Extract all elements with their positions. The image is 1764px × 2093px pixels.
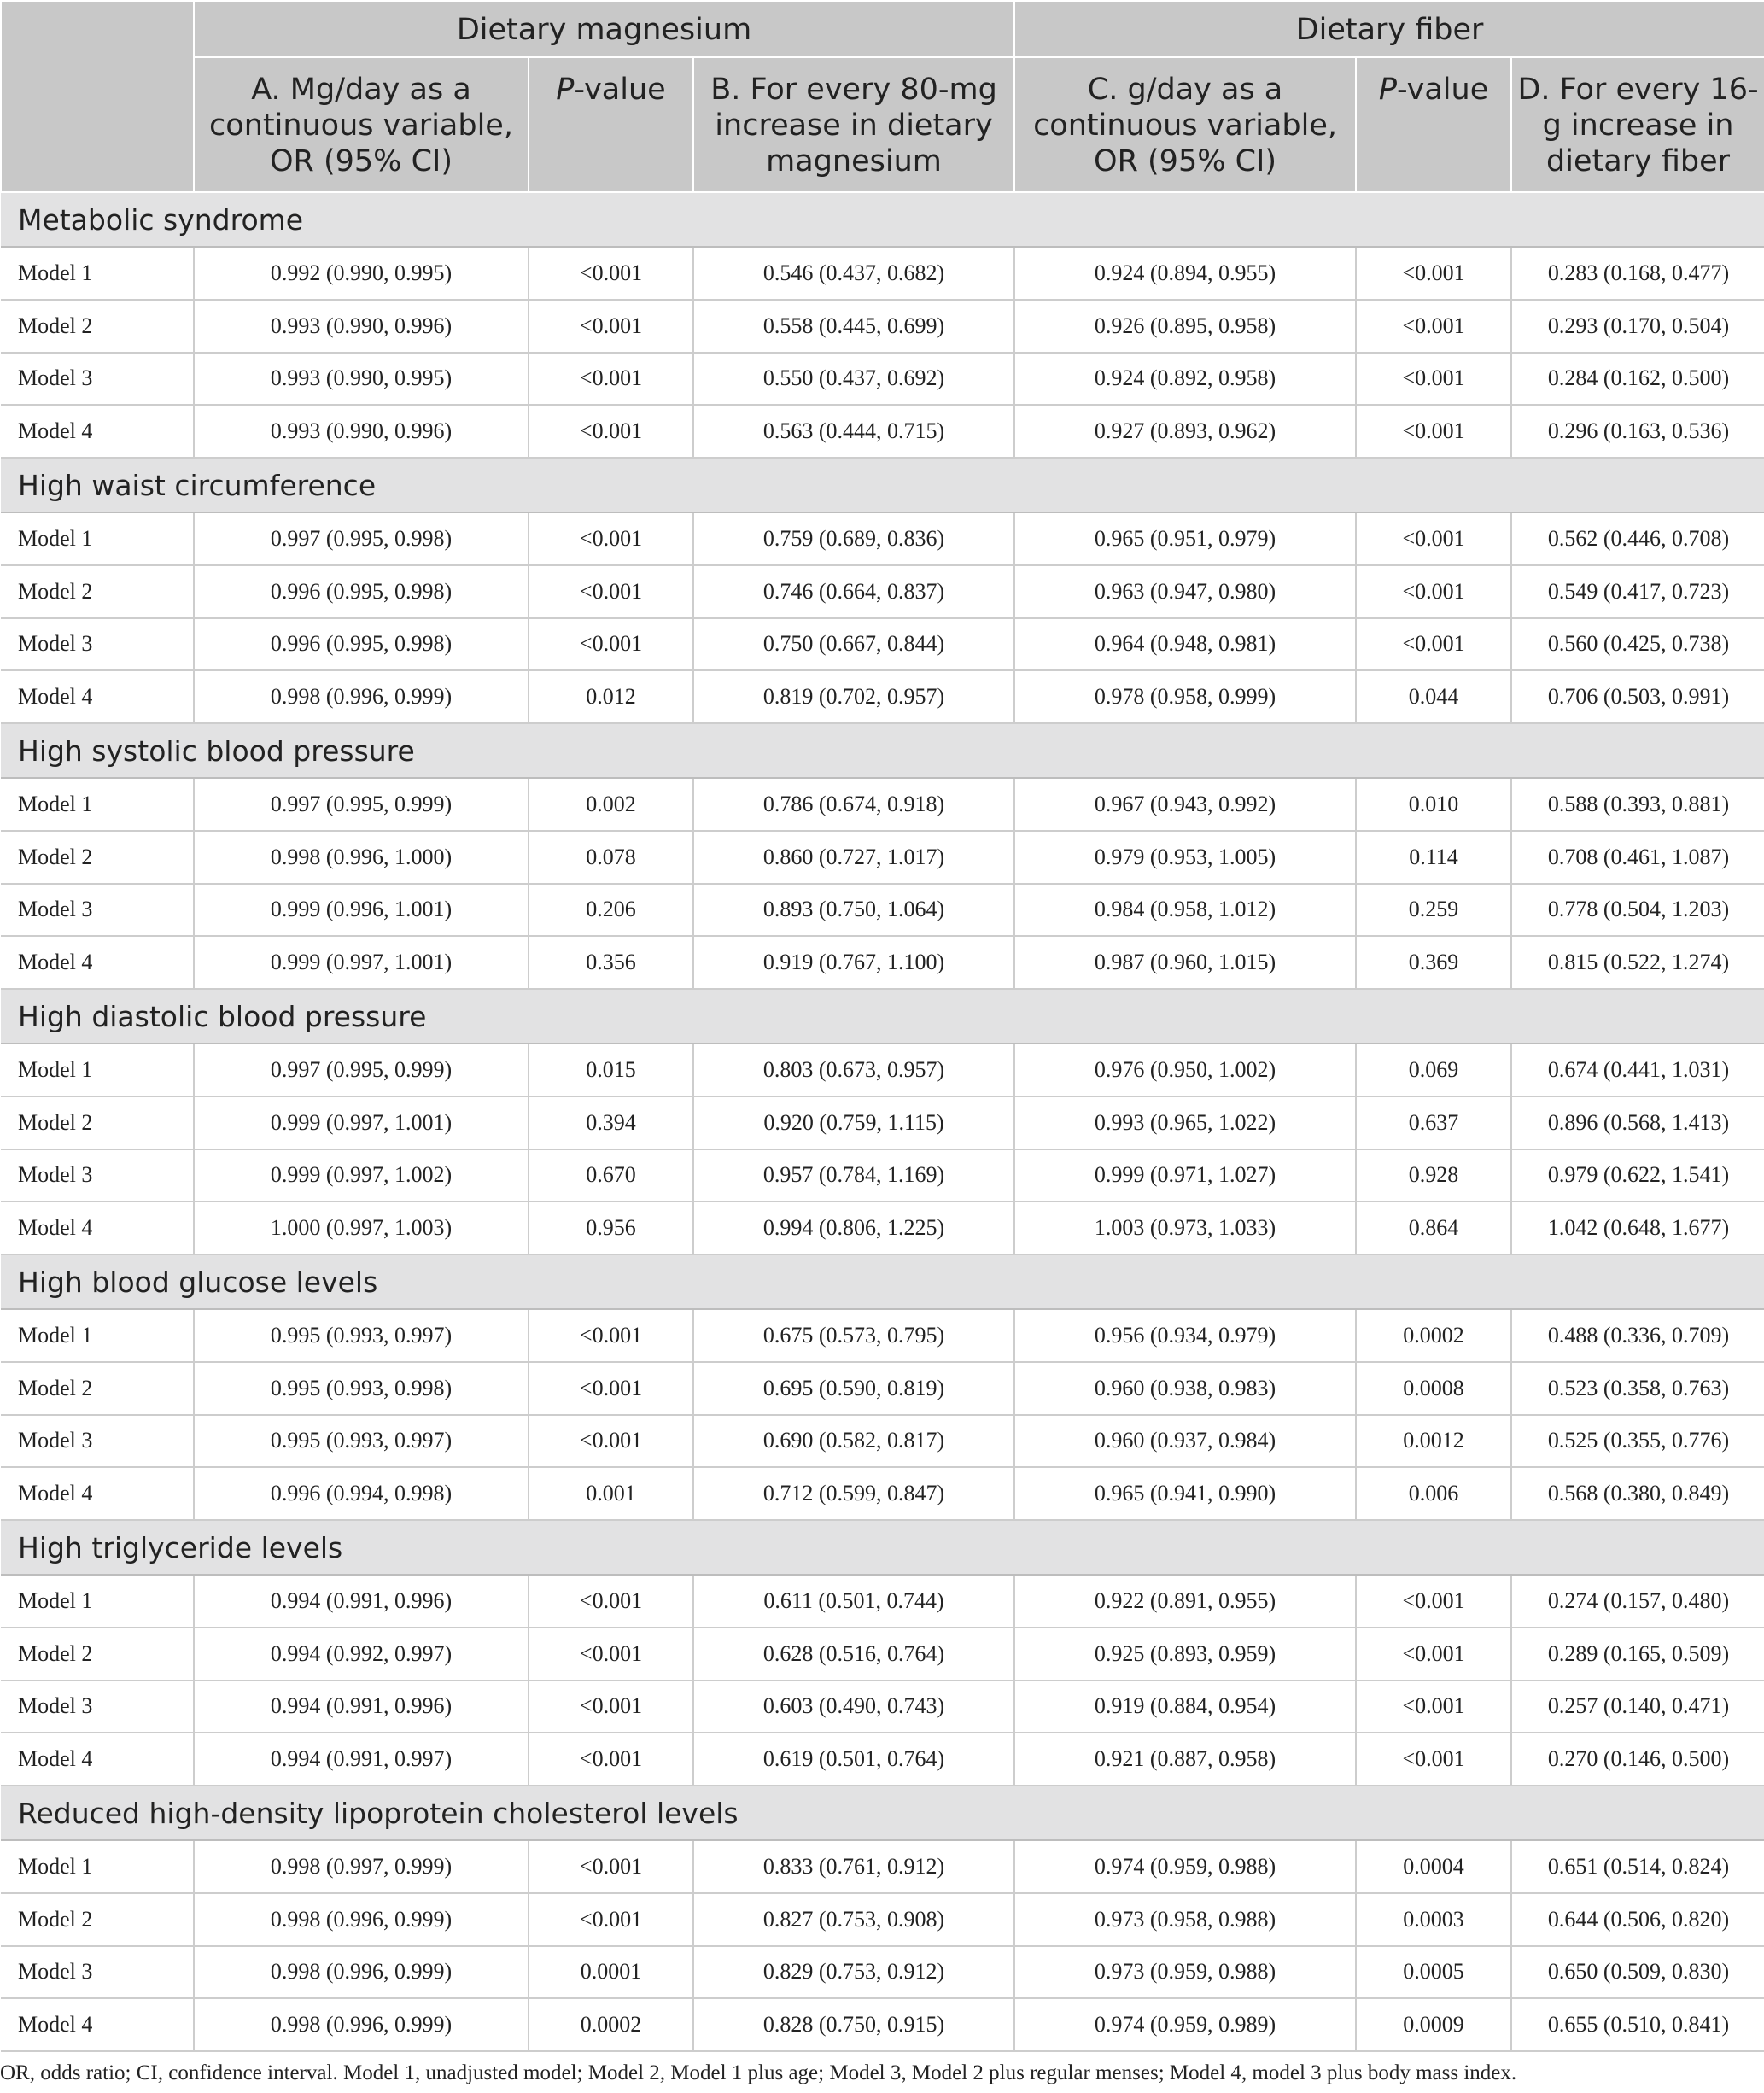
table-cell: 0.563 (0.444, 0.715) bbox=[693, 405, 1014, 458]
table-cell: 0.289 (0.165, 0.509) bbox=[1511, 1628, 1764, 1681]
table-cell: 0.992 (0.990, 0.995) bbox=[194, 247, 529, 300]
table-cell: <0.001 bbox=[529, 1362, 693, 1415]
table-cell: 0.920 (0.759, 1.115) bbox=[693, 1096, 1014, 1149]
section-row bbox=[1, 1786, 1764, 1840]
section-title: High blood glucose levels bbox=[1, 1254, 1764, 1309]
table-cell: 0.995 (0.993, 0.997) bbox=[194, 1309, 529, 1362]
table-cell: 0.293 (0.170, 0.504) bbox=[1511, 300, 1764, 353]
table-cell: 0.919 (0.884, 0.954) bbox=[1014, 1681, 1356, 1733]
model-label-cell: Model 1 bbox=[1, 1044, 194, 1096]
table-cell: <0.001 bbox=[529, 1840, 693, 1893]
table-cell: 0.984 (0.958, 1.012) bbox=[1014, 884, 1356, 937]
table-cell: 0.957 (0.784, 1.169) bbox=[693, 1149, 1014, 1202]
section-row bbox=[1, 192, 1764, 247]
table-cell: 0.560 (0.425, 0.738) bbox=[1511, 618, 1764, 671]
table-row bbox=[1, 1893, 1764, 1946]
table-cell: 0.568 (0.380, 0.849) bbox=[1511, 1467, 1764, 1520]
model-label-cell: Model 4 bbox=[1, 1733, 194, 1786]
model-label-cell: Model 2 bbox=[1, 300, 194, 353]
table-cell: 0.919 (0.767, 1.100) bbox=[693, 936, 1014, 989]
table-cell: 0.994 (0.992, 0.997) bbox=[194, 1628, 529, 1681]
table-cell: 0.750 (0.667, 0.844) bbox=[693, 618, 1014, 671]
table-cell: <0.001 bbox=[529, 405, 693, 458]
table-cell: 1.003 (0.973, 1.033) bbox=[1014, 1201, 1356, 1254]
table-cell: <0.001 bbox=[1356, 1575, 1511, 1628]
model-label-cell: Model 4 bbox=[1, 670, 194, 723]
table-row bbox=[1, 1415, 1764, 1468]
header-col-b bbox=[693, 57, 1014, 192]
table-cell: 0.925 (0.893, 0.959) bbox=[1014, 1628, 1356, 1681]
table-cell: 0.001 bbox=[529, 1467, 693, 1520]
table-cell: 0.283 (0.168, 0.477) bbox=[1511, 247, 1764, 300]
table-cell: 0.921 (0.887, 0.958) bbox=[1014, 1733, 1356, 1786]
table-cell: 0.998 (0.997, 0.999) bbox=[194, 1840, 529, 1893]
table-cell: 0.994 (0.991, 0.996) bbox=[194, 1575, 529, 1628]
table-cell: 0.114 bbox=[1356, 831, 1511, 884]
table-cell: 0.488 (0.336, 0.709) bbox=[1511, 1309, 1764, 1362]
table-cell: 0.270 (0.146, 0.500) bbox=[1511, 1733, 1764, 1786]
model-label-cell: Model 3 bbox=[1, 1681, 194, 1733]
model-label-cell: Model 4 bbox=[1, 405, 194, 458]
table-cell: 1.000 (0.997, 1.003) bbox=[194, 1201, 529, 1254]
model-label-cell: Model 1 bbox=[1, 512, 194, 565]
table-row bbox=[1, 1467, 1764, 1520]
table-cell: 0.864 bbox=[1356, 1201, 1511, 1254]
table-cell: 0.828 (0.750, 0.915) bbox=[693, 1998, 1014, 2051]
table-cell: 0.674 (0.441, 1.031) bbox=[1511, 1044, 1764, 1096]
model-label-cell: Model 1 bbox=[1, 1309, 194, 1362]
table-cell: 0.993 (0.990, 0.995) bbox=[194, 353, 529, 406]
table-cell: 0.999 (0.996, 1.001) bbox=[194, 884, 529, 937]
table-row bbox=[1, 405, 1764, 458]
model-label-cell: Model 3 bbox=[1, 353, 194, 406]
table-cell: 0.960 (0.938, 0.983) bbox=[1014, 1362, 1356, 1415]
table-cell: 0.928 bbox=[1356, 1149, 1511, 1202]
table-row bbox=[1, 1201, 1764, 1254]
table-cell: <0.001 bbox=[529, 1733, 693, 1786]
table-cell: 0.924 (0.892, 0.958) bbox=[1014, 353, 1356, 406]
table-row bbox=[1, 1946, 1764, 1999]
table-cell: 0.987 (0.960, 1.015) bbox=[1014, 936, 1356, 989]
model-label-cell: Model 2 bbox=[1, 1362, 194, 1415]
table-cell: 0.999 (0.997, 1.001) bbox=[194, 1096, 529, 1149]
table-cell: 0.996 (0.995, 0.998) bbox=[194, 618, 529, 671]
table-cell: 0.044 bbox=[1356, 670, 1511, 723]
header-col-b-label: B. For every 80-mg increase in dietary magnesium bbox=[710, 73, 997, 178]
table-cell: 0.993 (0.990, 0.996) bbox=[194, 300, 529, 353]
table-cell: 0.974 (0.959, 0.988) bbox=[1014, 1840, 1356, 1893]
table-cell: 0.974 (0.959, 0.989) bbox=[1014, 1998, 1356, 2051]
table-cell: <0.001 bbox=[529, 1415, 693, 1468]
table-row bbox=[1, 1149, 1764, 1202]
table-cell: 0.995 (0.993, 0.998) bbox=[194, 1362, 529, 1415]
table-row bbox=[1, 670, 1764, 723]
table-cell: <0.001 bbox=[1356, 512, 1511, 565]
table-cell: 0.296 (0.163, 0.536) bbox=[1511, 405, 1764, 458]
table-cell: <0.001 bbox=[1356, 1628, 1511, 1681]
table-cell: 0.010 bbox=[1356, 778, 1511, 831]
table-cell: 0.963 (0.947, 0.980) bbox=[1014, 565, 1356, 618]
table-header bbox=[1, 1, 1764, 192]
table-cell: 0.274 (0.157, 0.480) bbox=[1511, 1575, 1764, 1628]
table-cell: 0.0002 bbox=[529, 1998, 693, 2051]
table-cell: <0.001 bbox=[529, 512, 693, 565]
table-cell: 0.973 (0.959, 0.988) bbox=[1014, 1946, 1356, 1999]
table-row bbox=[1, 353, 1764, 406]
table-cell: <0.001 bbox=[529, 1575, 693, 1628]
table-cell: 0.206 bbox=[529, 884, 693, 937]
table-cell: 0.650 (0.509, 0.830) bbox=[1511, 1946, 1764, 1999]
table-cell: 0.819 (0.702, 0.957) bbox=[693, 670, 1014, 723]
header-col-p1 bbox=[529, 57, 693, 192]
table-cell: <0.001 bbox=[529, 353, 693, 406]
table-cell: 0.965 (0.951, 0.979) bbox=[1014, 512, 1356, 565]
table-cell: <0.001 bbox=[529, 1893, 693, 1946]
table-row bbox=[1, 1309, 1764, 1362]
model-label-cell: Model 2 bbox=[1, 1893, 194, 1946]
model-label-cell: Model 1 bbox=[1, 247, 194, 300]
table-cell: <0.001 bbox=[529, 247, 693, 300]
table-cell: 0.708 (0.461, 1.087) bbox=[1511, 831, 1764, 884]
model-label-cell: Model 2 bbox=[1, 831, 194, 884]
header-col-c bbox=[1014, 57, 1356, 192]
table-cell: 0.628 (0.516, 0.764) bbox=[693, 1628, 1014, 1681]
table-cell: 0.996 (0.994, 0.998) bbox=[194, 1467, 529, 1520]
table-cell: 0.999 (0.997, 1.002) bbox=[194, 1149, 529, 1202]
table-cell: 0.979 (0.953, 1.005) bbox=[1014, 831, 1356, 884]
table-cell: 0.356 bbox=[529, 936, 693, 989]
table-cell: 0.956 bbox=[529, 1201, 693, 1254]
table-cell: 0.558 (0.445, 0.699) bbox=[693, 300, 1014, 353]
table-cell: 0.815 (0.522, 1.274) bbox=[1511, 936, 1764, 989]
header-col-a bbox=[194, 57, 529, 192]
table-cell: <0.001 bbox=[1356, 247, 1511, 300]
table-cell: 0.546 (0.437, 0.682) bbox=[693, 247, 1014, 300]
table-cell: 0.006 bbox=[1356, 1467, 1511, 1520]
table-cell: 0.015 bbox=[529, 1044, 693, 1096]
table-row bbox=[1, 1733, 1764, 1786]
table-cell: 0.690 (0.582, 0.817) bbox=[693, 1415, 1014, 1468]
table-cell: <0.001 bbox=[529, 1309, 693, 1362]
model-label-cell: Model 2 bbox=[1, 565, 194, 618]
table-cell: 0.637 bbox=[1356, 1096, 1511, 1149]
section-row bbox=[1, 1520, 1764, 1575]
model-label-cell: Model 4 bbox=[1, 1467, 194, 1520]
table-cell: 0.759 (0.689, 0.836) bbox=[693, 512, 1014, 565]
table-cell: 0.997 (0.995, 0.999) bbox=[194, 1044, 529, 1096]
header-col-d bbox=[1511, 57, 1764, 192]
table-cell: 0.611 (0.501, 0.744) bbox=[693, 1575, 1014, 1628]
table-cell: 0.829 (0.753, 0.912) bbox=[693, 1946, 1014, 1999]
table-cell: 0.997 (0.995, 0.999) bbox=[194, 778, 529, 831]
table-cell: 0.965 (0.941, 0.990) bbox=[1014, 1467, 1356, 1520]
table-cell: 0.562 (0.446, 0.708) bbox=[1511, 512, 1764, 565]
section-title: Metabolic syndrome bbox=[1, 192, 1764, 247]
section-title: High waist circumference bbox=[1, 458, 1764, 512]
header-corner-cell bbox=[1, 1, 194, 192]
table-cell: 0.675 (0.573, 0.795) bbox=[693, 1309, 1014, 1362]
table-cell: 0.964 (0.948, 0.981) bbox=[1014, 618, 1356, 671]
table-row bbox=[1, 936, 1764, 989]
table-cell: <0.001 bbox=[1356, 300, 1511, 353]
table-cell: 0.896 (0.568, 1.413) bbox=[1511, 1096, 1764, 1149]
model-label-cell: Model 1 bbox=[1, 1840, 194, 1893]
table-cell: 0.833 (0.761, 0.912) bbox=[693, 1840, 1014, 1893]
table-cell: 0.973 (0.958, 0.988) bbox=[1014, 1893, 1356, 1946]
table-cell: 0.588 (0.393, 0.881) bbox=[1511, 778, 1764, 831]
table-cell: 0.960 (0.937, 0.984) bbox=[1014, 1415, 1356, 1468]
table-cell: 0.069 bbox=[1356, 1044, 1511, 1096]
section-title: High triglyceride levels bbox=[1, 1520, 1764, 1575]
table-cell: 0.998 (0.996, 1.000) bbox=[194, 831, 529, 884]
table-cell: 0.994 (0.991, 0.997) bbox=[194, 1733, 529, 1786]
table-cell: <0.001 bbox=[1356, 353, 1511, 406]
table-cell: <0.001 bbox=[1356, 1681, 1511, 1733]
table-cell: 0.924 (0.894, 0.955) bbox=[1014, 247, 1356, 300]
table-row bbox=[1, 831, 1764, 884]
table-cell: <0.001 bbox=[1356, 1733, 1511, 1786]
table-cell: 0.525 (0.355, 0.776) bbox=[1511, 1415, 1764, 1468]
header-col-d-label: D. For every 16-g increase in dietary fiber bbox=[1517, 73, 1759, 178]
section-row bbox=[1, 989, 1764, 1044]
header-col-p2 bbox=[1356, 57, 1511, 192]
table-cell: 0.976 (0.950, 1.002) bbox=[1014, 1044, 1356, 1096]
table-cell: 0.994 (0.991, 0.996) bbox=[194, 1681, 529, 1733]
table-cell: 0.284 (0.162, 0.500) bbox=[1511, 353, 1764, 406]
table-row bbox=[1, 300, 1764, 353]
table-cell: 0.695 (0.590, 0.819) bbox=[693, 1362, 1014, 1415]
header-col-p2-italic: P bbox=[1378, 73, 1397, 107]
header-col-c-label: C. g/day as a continuous variable, OR (95% CI) bbox=[1033, 73, 1337, 178]
table-cell: <0.001 bbox=[1356, 618, 1511, 671]
table-cell: 0.0009 bbox=[1356, 1998, 1511, 2051]
table-cell: 0.993 (0.990, 0.996) bbox=[194, 405, 529, 458]
table-cell: <0.001 bbox=[529, 618, 693, 671]
table-cell: 0.998 (0.996, 0.999) bbox=[194, 1893, 529, 1946]
table-row bbox=[1, 1575, 1764, 1628]
table-cell: 0.999 (0.971, 1.027) bbox=[1014, 1149, 1356, 1202]
section-title: High diastolic blood pressure bbox=[1, 989, 1764, 1044]
model-label-cell: Model 4 bbox=[1, 1201, 194, 1254]
model-label-cell: Model 4 bbox=[1, 1998, 194, 2051]
table-cell: 0.956 (0.934, 0.979) bbox=[1014, 1309, 1356, 1362]
table-cell: 0.002 bbox=[529, 778, 693, 831]
table-cell: 0.994 (0.806, 1.225) bbox=[693, 1201, 1014, 1254]
table-cell: <0.001 bbox=[529, 565, 693, 618]
model-label-cell: Model 2 bbox=[1, 1096, 194, 1149]
table-cell: 0.993 (0.965, 1.022) bbox=[1014, 1096, 1356, 1149]
table-row bbox=[1, 1044, 1764, 1096]
table-row bbox=[1, 247, 1764, 300]
table-body bbox=[1, 192, 1764, 2051]
model-label-cell: Model 3 bbox=[1, 618, 194, 671]
model-label-cell: Model 1 bbox=[1, 1575, 194, 1628]
table-cell: 0.259 bbox=[1356, 884, 1511, 937]
table-cell: 0.0004 bbox=[1356, 1840, 1511, 1893]
header-group-fiber: Dietary fiber bbox=[1014, 1, 1764, 57]
table-cell: 0.0001 bbox=[529, 1946, 693, 1999]
table-footnote: OR, odds ratio; CI, confidence interval. Model 1, unadjusted model; Model 2, Model 1 plus age; Model 3, Model 2 plus regular menses; Model 4, model 3 plus body mass index. bbox=[0, 2061, 1517, 2084]
table-cell: <0.001 bbox=[1356, 405, 1511, 458]
table-row bbox=[1, 565, 1764, 618]
header-col-p2-rest: -value bbox=[1396, 73, 1489, 107]
table-cell: 0.0008 bbox=[1356, 1362, 1511, 1415]
header-group-magnesium: Dietary magnesium bbox=[194, 1, 1014, 57]
table-cell: 0.257 (0.140, 0.471) bbox=[1511, 1681, 1764, 1733]
model-label-cell: Model 1 bbox=[1, 778, 194, 831]
table-cell: 0.0002 bbox=[1356, 1309, 1511, 1362]
table-row bbox=[1, 1840, 1764, 1893]
model-label-cell: Model 3 bbox=[1, 1946, 194, 1999]
table-cell: 0.998 (0.996, 0.999) bbox=[194, 1998, 529, 2051]
model-label-cell: Model 3 bbox=[1, 1149, 194, 1202]
table-row bbox=[1, 1362, 1764, 1415]
table-cell: 0.967 (0.943, 0.992) bbox=[1014, 778, 1356, 831]
table-cell: 0.803 (0.673, 0.957) bbox=[693, 1044, 1014, 1096]
header-col-p1-italic: P bbox=[556, 73, 575, 107]
header-col-p1-rest: -value bbox=[574, 73, 666, 107]
section-row bbox=[1, 723, 1764, 778]
table-row bbox=[1, 1998, 1764, 2051]
table-cell: 0.995 (0.993, 0.997) bbox=[194, 1415, 529, 1468]
table-cell: 0.978 (0.958, 0.999) bbox=[1014, 670, 1356, 723]
table-cell: 0.670 bbox=[529, 1149, 693, 1202]
model-label-cell: Model 3 bbox=[1, 884, 194, 937]
table-row bbox=[1, 778, 1764, 831]
header-row-columns bbox=[1, 57, 1764, 192]
model-label-cell: Model 4 bbox=[1, 936, 194, 989]
table-row bbox=[1, 1681, 1764, 1733]
table-cell: 0.655 (0.510, 0.841) bbox=[1511, 1998, 1764, 2051]
table-cell: 0.394 bbox=[529, 1096, 693, 1149]
table-cell: 0.998 (0.996, 0.999) bbox=[194, 670, 529, 723]
table-cell: <0.001 bbox=[1356, 565, 1511, 618]
section-row bbox=[1, 458, 1764, 512]
table-row bbox=[1, 1096, 1764, 1149]
header-col-a-label: A. Mg/day as a continuous variable, OR (95% CI) bbox=[209, 73, 513, 178]
table-cell: 0.827 (0.753, 0.908) bbox=[693, 1893, 1014, 1946]
table-cell: 0.012 bbox=[529, 670, 693, 723]
table-cell: 0.369 bbox=[1356, 936, 1511, 989]
header-row-groups bbox=[1, 1, 1764, 57]
table-cell: 0.997 (0.995, 0.998) bbox=[194, 512, 529, 565]
table-cell: 0.078 bbox=[529, 831, 693, 884]
table-cell: 0.999 (0.997, 1.001) bbox=[194, 936, 529, 989]
table-cell: 0.0012 bbox=[1356, 1415, 1511, 1468]
table-cell: 0.706 (0.503, 0.991) bbox=[1511, 670, 1764, 723]
table-cell: 0.979 (0.622, 1.541) bbox=[1511, 1149, 1764, 1202]
table-cell: 0.619 (0.501, 0.764) bbox=[693, 1733, 1014, 1786]
table-cell: 0.926 (0.895, 0.958) bbox=[1014, 300, 1356, 353]
table-cell: <0.001 bbox=[529, 1681, 693, 1733]
table-cell: <0.001 bbox=[529, 300, 693, 353]
table-cell: 0.0003 bbox=[1356, 1893, 1511, 1946]
section-title: High systolic blood pressure bbox=[1, 723, 1764, 778]
table-cell: 0.523 (0.358, 0.763) bbox=[1511, 1362, 1764, 1415]
table-row bbox=[1, 512, 1764, 565]
table-cell: 0.860 (0.727, 1.017) bbox=[693, 831, 1014, 884]
table-cell: 0.893 (0.750, 1.064) bbox=[693, 884, 1014, 937]
table-cell: 0.778 (0.504, 1.203) bbox=[1511, 884, 1764, 937]
table-row bbox=[1, 618, 1764, 671]
table-cell: 0.549 (0.417, 0.723) bbox=[1511, 565, 1764, 618]
table-cell: 0.786 (0.674, 0.918) bbox=[693, 778, 1014, 831]
table-cell: 0.922 (0.891, 0.955) bbox=[1014, 1575, 1356, 1628]
table-cell: 0.996 (0.995, 0.998) bbox=[194, 565, 529, 618]
table-cell: 0.746 (0.664, 0.837) bbox=[693, 565, 1014, 618]
table-cell: 0.927 (0.893, 0.962) bbox=[1014, 405, 1356, 458]
table-cell: <0.001 bbox=[529, 1628, 693, 1681]
table-cell: 0.550 (0.437, 0.692) bbox=[693, 353, 1014, 406]
table-cell: 0.644 (0.506, 0.820) bbox=[1511, 1893, 1764, 1946]
table-cell: 1.042 (0.648, 1.677) bbox=[1511, 1201, 1764, 1254]
section-title: Reduced high-density lipoprotein cholesterol levels bbox=[1, 1786, 1764, 1840]
table-cell: 0.0005 bbox=[1356, 1946, 1511, 1999]
table-cell: 0.603 (0.490, 0.743) bbox=[693, 1681, 1014, 1733]
table-row bbox=[1, 1628, 1764, 1681]
table-row bbox=[1, 884, 1764, 937]
table-cell: 0.998 (0.996, 0.999) bbox=[194, 1946, 529, 1999]
model-label-cell: Model 2 bbox=[1, 1628, 194, 1681]
table-cell: 0.712 (0.599, 0.847) bbox=[693, 1467, 1014, 1520]
model-label-cell: Model 3 bbox=[1, 1415, 194, 1468]
section-row bbox=[1, 1254, 1764, 1309]
table-cell: 0.651 (0.514, 0.824) bbox=[1511, 1840, 1764, 1893]
